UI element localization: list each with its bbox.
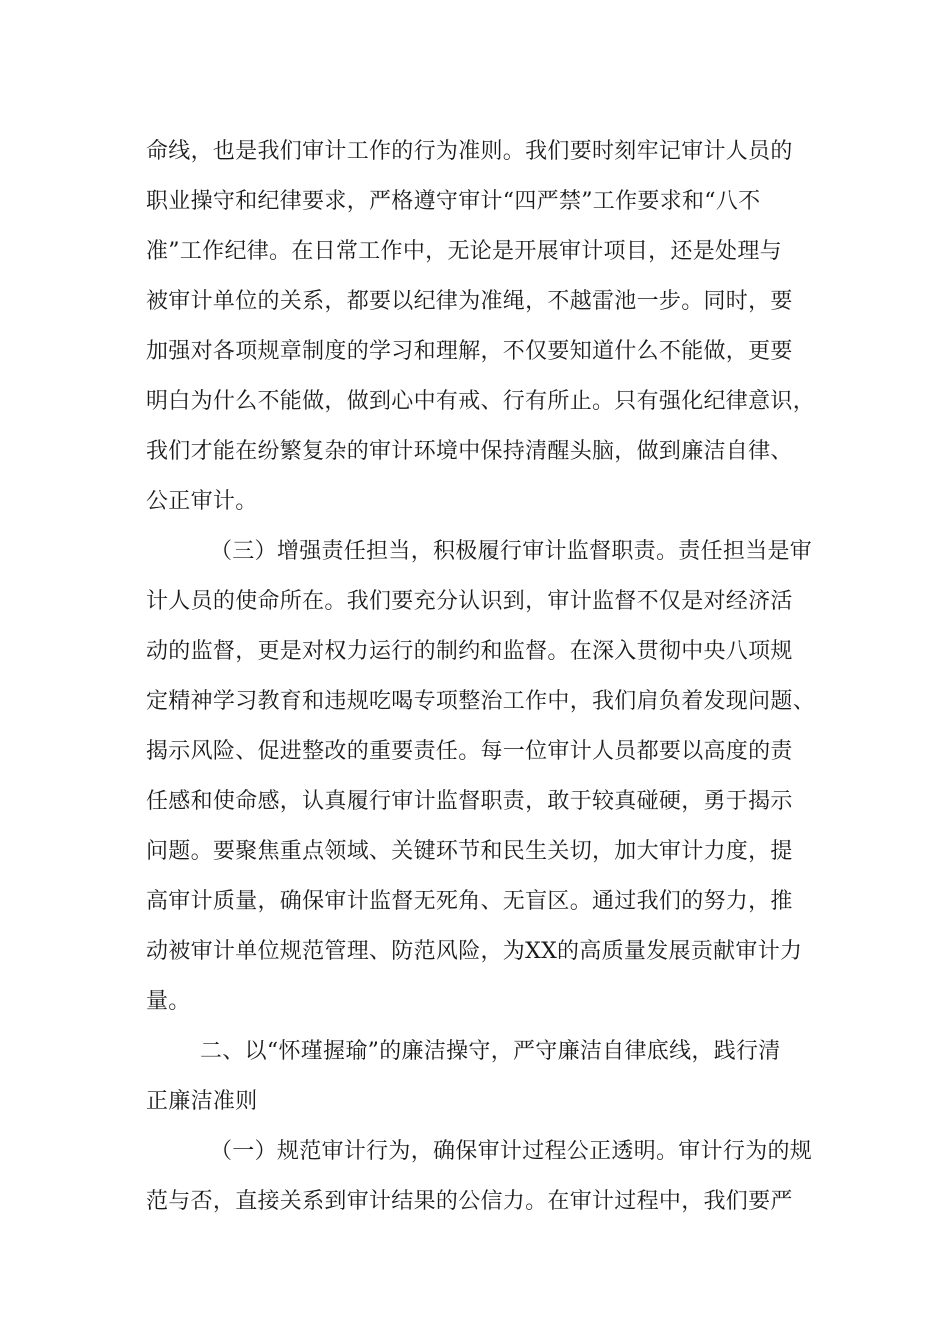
text-line: 动的监督，更是对权力运行的制约和监督。在深入贯彻中央八项规 — [146, 639, 793, 664]
text-line: 命线，也是我们审计工作的行为准则。我们要时刻牢记审计人员的 — [146, 139, 793, 164]
text-line: 动被审计单位规范管理、防范风险，为XX的高质量发展贡献审计力 — [146, 939, 803, 964]
text-line: 量。 — [146, 989, 191, 1014]
section-heading-line: 正廉洁准则 — [146, 1089, 258, 1114]
text-line: 加强对各项规章制度的学习和理解，不仅要知道什么不能做，更要 — [146, 339, 793, 364]
section-heading-line: 二、以“怀瑾握瑜”的廉洁操守，严守廉洁自律底线，践行清 — [200, 1039, 781, 1064]
paragraph-start-line: （三）增强责任担当，积极履行审计监督职责。责任担当是审 — [210, 539, 813, 564]
text-line: 准”工作纪律。在日常工作中，无论是开展审计项目，还是处理与 — [146, 239, 782, 264]
text-line: 职业操守和纪律要求，严格遵守审计“四严禁”工作要求和“八不 — [146, 189, 761, 214]
text-line: 揭示风险、促进整改的重要责任。每一位审计人员都要以高度的责 — [146, 739, 793, 764]
text-line: 任感和使命感，认真履行审计监督职责，敢于较真碰硬，勇于揭示 — [146, 789, 793, 814]
text-line: 被审计单位的关系，都要以纪律为准绳，不越雷池一步。同时，要 — [146, 289, 793, 314]
text-line: 问题。要聚焦重点领域、关键环节和民生关切，加大审计力度，提 — [146, 839, 793, 864]
text-line: 定精神学习教育和违规吃喝专项整治工作中，我们肩负着发现问题、 — [146, 689, 816, 714]
text-line: 我们才能在纷繁复杂的审计环境中保持清醒头脑，做到廉洁自律、 — [146, 439, 793, 464]
text-line: 范与否，直接关系到审计结果的公信力。在审计过程中，我们要严 — [146, 1189, 793, 1214]
text-line: 计人员的使命所在。我们要充分认识到，审计监督不仅是对经济活 — [146, 589, 793, 614]
paragraph-start-line: （一）规范审计行为，确保审计过程公正透明。审计行为的规 — [210, 1139, 813, 1164]
text-line: 高审计质量，确保审计监督无死角、无盲区。通过我们的努力，推 — [146, 889, 793, 914]
text-line: 明白为什么不能做，做到心中有戒、行有所止。只有强化纪律意识， — [146, 389, 816, 414]
text-line: 公正审计。 — [146, 489, 258, 514]
